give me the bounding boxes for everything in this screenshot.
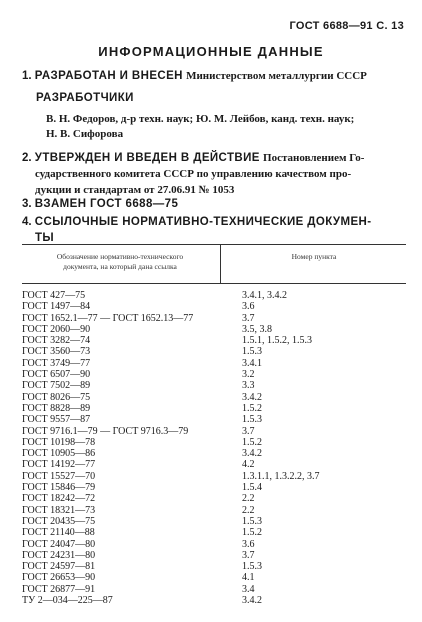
reference-document: ГОСТ 1652.1—77 — ГОСТ 1652.13—77: [22, 312, 194, 324]
clause-number: 1.5.2: [242, 436, 262, 448]
reference-document: ГОСТ 18242—72: [22, 493, 96, 505]
clause-number: 1.5.1, 1.5.2, 1.5.3: [242, 335, 312, 347]
reference-document: ГОСТ 24231—80: [22, 549, 96, 561]
clause-number: 4.1: [242, 572, 255, 584]
section-2-text-line-1: Постановлением Го-: [263, 152, 365, 164]
reference-document: ГОСТ 10198—78: [22, 436, 96, 448]
reference-document: ГОСТ 14192—77: [22, 459, 96, 471]
table-row: [22, 505, 406, 516]
clause-number: 3.3: [242, 380, 255, 392]
page-header: ГОСТ 6688—91 С. 13: [289, 20, 404, 32]
reference-document: ТУ 2—034—225—87: [22, 595, 113, 607]
reference-document: ГОСТ 9557—87: [22, 414, 91, 426]
reference-document: ГОСТ 3282—74: [22, 335, 91, 347]
table-row: [22, 572, 406, 583]
clause-number: 3.7: [242, 425, 255, 437]
clause-number: 1.5.2: [242, 402, 262, 414]
table-row: [22, 414, 406, 425]
clause-number: 3.6: [242, 301, 255, 313]
table-row: [22, 392, 406, 403]
clause-number: 3.4.2: [242, 448, 262, 460]
table-row: [22, 301, 406, 312]
clause-number: 2.2: [242, 504, 255, 516]
table-row: [22, 358, 406, 369]
clause-number: 1.5.3: [242, 346, 262, 358]
reference-document: ГОСТ 21140—88: [22, 527, 95, 539]
section-1: [22, 68, 367, 84]
clause-number: 3.4.2: [242, 391, 262, 403]
references-table: [22, 244, 406, 606]
reference-document: ГОСТ 427—75: [22, 290, 86, 301]
developers-heading: РАЗРАБОТЧИКИ: [36, 92, 134, 104]
table-row: [22, 482, 406, 493]
section-3-heading: ВЗАМЕН ГОСТ 6688—75: [34, 198, 179, 210]
table-row: [22, 471, 406, 482]
reference-document: ГОСТ 8828—89: [22, 402, 91, 414]
table-header-document-line-2: документа, на который дана ссылка: [63, 262, 177, 271]
section-2-number: 2.: [22, 152, 32, 164]
table-row: [22, 561, 406, 572]
reference-document: ГОСТ 3749—77: [22, 357, 91, 369]
table-row: [22, 516, 406, 527]
reference-document: ГОСТ 1497—84: [22, 301, 91, 313]
table-row: [22, 324, 406, 335]
authors-block: [46, 112, 406, 142]
table-row: [22, 346, 406, 357]
clause-number: 1.5.3: [242, 414, 262, 426]
table-body: [22, 290, 406, 606]
reference-document: ГОСТ 15846—79: [22, 482, 96, 494]
table-row: [22, 595, 406, 606]
clause-number: 3.7: [242, 549, 255, 561]
clause-number: 3.4.1, 3.4.2: [242, 290, 287, 301]
reference-document: ГОСТ 26653—90: [22, 572, 96, 584]
table-row: [22, 403, 406, 414]
section-1-number: 1.: [22, 70, 32, 82]
reference-document: ГОСТ 2060—90: [22, 323, 91, 335]
reference-document: ГОСТ 15527—70: [22, 470, 96, 482]
table-row: [22, 426, 406, 437]
section-4: [22, 214, 406, 246]
document-title: ИНФОРМАЦИОННЫЕ ДАННЫЕ: [98, 44, 324, 59]
clause-number: 1.5.3: [242, 561, 262, 573]
reference-document: ГОСТ 8026—75: [22, 391, 91, 403]
section-4-heading-line-1: ССЫЛОЧНЫЕ НОРМАТИВНО-ТЕХНИЧЕСКИЕ ДОКУМЕН-: [34, 216, 372, 228]
section-3-number: 3.: [22, 198, 32, 210]
reference-document: ГОСТ 7502—89: [22, 380, 91, 392]
clause-number: 2.2: [242, 493, 255, 505]
reference-document: ГОСТ 6507—90: [22, 369, 91, 381]
table-row: [22, 437, 406, 448]
table-header-document: [22, 252, 218, 272]
reference-document: ГОСТ 24047—80: [22, 538, 96, 550]
section-2-text-line-3: дукции и стандартам от 27.06.91 № 1053: [35, 184, 235, 196]
clause-number: 4.2: [242, 459, 255, 471]
clause-number: 3.7: [242, 312, 255, 324]
clause-number: 3.4.1: [242, 357, 262, 369]
table-row: [22, 550, 406, 561]
table-row: [22, 380, 406, 391]
clause-number: 1.5.2: [242, 527, 262, 539]
table-row: [22, 493, 406, 504]
table-row: [22, 313, 406, 324]
authors-line-1: В. Н. Федоров, д-р техн. наук; Ю. М. Лейбов, канд. техн. наук;: [46, 113, 355, 125]
table-header-document-line-1: Обозначение нормативно-технического: [56, 252, 184, 261]
section-1-text: Министерством металлургии СССР: [186, 70, 367, 82]
reference-document: ГОСТ 20435—75: [22, 515, 96, 527]
reference-document: ГОСТ 26877—91: [22, 583, 96, 595]
section-2: [22, 150, 406, 198]
table-row: [22, 335, 406, 346]
developers-heading-row: [36, 90, 134, 106]
section-1-heading: РАЗРАБОТАН И ВНЕСЕН: [34, 70, 183, 82]
clause-number: 3.6: [242, 538, 255, 550]
clause-number: 1.5.4: [242, 482, 262, 494]
reference-document: ГОСТ 10905—86: [22, 448, 96, 460]
table-row: [22, 539, 406, 550]
section-3: [22, 196, 178, 212]
section-4-number: 4.: [22, 216, 32, 228]
clause-number: 3.2: [242, 369, 255, 381]
clause-number: 3.4: [242, 583, 255, 595]
reference-document: ГОСТ 18321—73: [22, 504, 96, 516]
section-2-text-line-2: сударственного комитета СССР по управлению качеством про-: [35, 168, 352, 180]
table-row: [22, 369, 406, 380]
table-header-divider: [220, 245, 221, 283]
table-row: [22, 459, 406, 470]
table-row: [22, 448, 406, 459]
clause-number: 1.3.1.1, 1.3.2.2, 3.7: [242, 470, 320, 482]
table-header: [22, 244, 406, 284]
clause-number: 3.5, 3.8: [242, 323, 272, 335]
clause-number: 1.5.3: [242, 515, 262, 527]
section-4-heading-line-2: ТЫ: [35, 232, 55, 244]
clause-number: 3.4.2: [242, 595, 262, 607]
authors-line-2: Н. В. Сифорова: [46, 128, 124, 140]
table-row: [22, 527, 406, 538]
reference-document: ГОСТ 3560—73: [22, 346, 91, 358]
table-row: [22, 584, 406, 595]
table-row: [22, 290, 406, 301]
reference-document: ГОСТ 9716.1—79 — ГОСТ 9716.3—79: [22, 425, 189, 437]
reference-document: ГОСТ 24597—81: [22, 561, 96, 573]
table-header-clause: Номер пункта: [291, 252, 337, 261]
section-2-heading: УТВЕРЖДЕН И ВВЕДЕН В ДЕЙСТВИЕ: [34, 152, 260, 164]
